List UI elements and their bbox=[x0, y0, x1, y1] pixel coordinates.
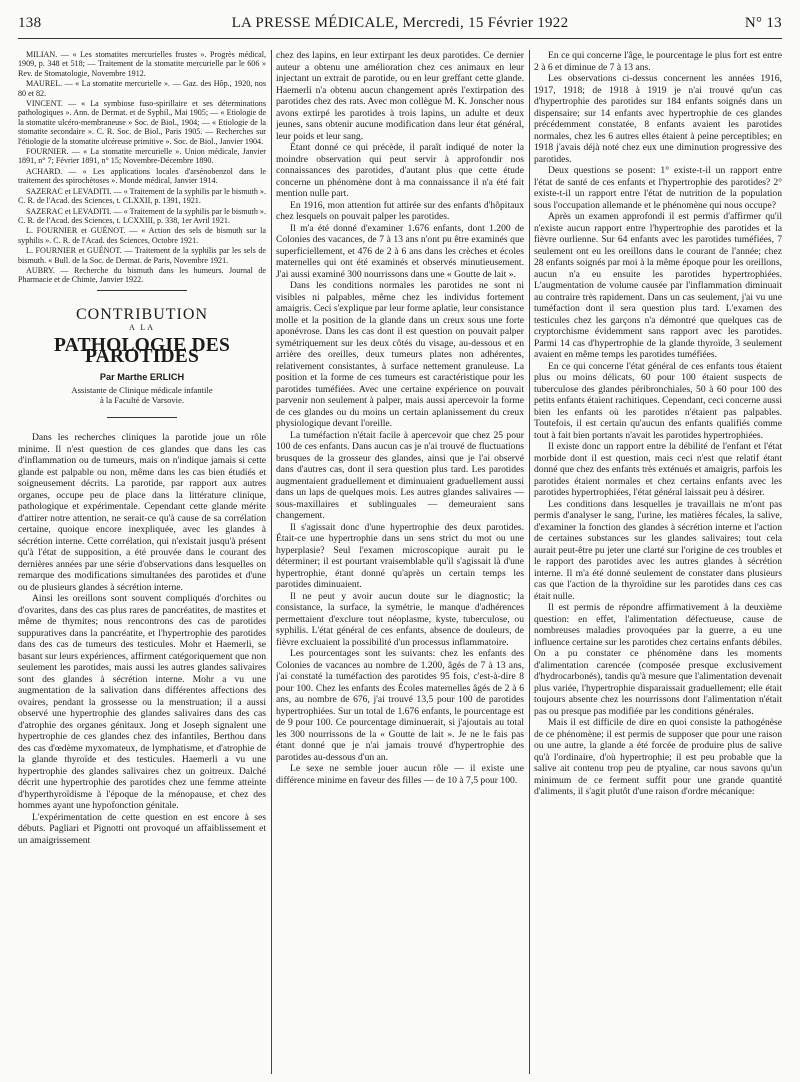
body-paragraph: Il s'agissait donc d'une hypertrophie des deux parotides. Était-ce une hypertrophie dans un sens strict du mot ou une hyperplasie? Seul l'examen microscopique aurait pu le déterminer; il est pourtant vraisemblable qu'il s'agissait là d'une hypertrophie, étant donné qu'après un certain temps les parotides diminuaient. bbox=[276, 521, 524, 590]
author-name: Par Marthe ERLICH bbox=[99, 371, 185, 382]
issue-number: N° 13 bbox=[744, 15, 782, 31]
author-affiliation: Assistante de Clinique médicale infantile bbox=[71, 385, 213, 396]
column-1 bbox=[18, 50, 266, 1074]
body-paragraph: Les observations ci-dessus concernent les années 1916, 1917, 1918; de 1918 à 1919 je n'ai trouvé qu'un cas d'hypertrophie des parotides sur 184 enfants soignés dans un dispensaire; sur 14 enfants avec hypertrophie de ces glandes précédemment constatée, 8 enfants avaient les parotides normales, chez les 6 autres elles étaient à peine perceptibles; en 1918 j'avais déjà noté chez eux une diminution progressive des parotides. bbox=[534, 73, 782, 165]
body-paragraph: Dans les recherches cliniques la parotide joue un rôle minime. Il n'est question de ces glandes que dans les cas d'inflammation ou de tumeurs, mais on n'indique jamais si cette glande est palpable ou non, même dans les cas bien étudiés et soigneusement décrits. La parotide, par rapport aux autres organes, occupe peu de place dans la littérature clinique, pathologique et expérimentale. Cependant cette glande mérite d'attirer notre attention, ne serait-ce qu'à cause de sa corrélation certaine, quoique encore inexpliquée, avec les glandes à sécrétion interne. Cette corrélation, qui n'existait jusqu'à présent qu'à l'état de supposition, a été prouvée dans le courant des dernières années par une série d'observations dans lesquelles on remarque des modifications simultanées des parotides et d'une ou de plusieurs glandes à sécrétion interne. bbox=[18, 432, 266, 593]
column-2 bbox=[276, 50, 524, 1074]
reference-item: L. FOURNIER et GUÉNOT. — « Action des sels de bismuth sur la syphilis ». C. R. de l'Acad. des Sciences, Octobre 1921. bbox=[18, 226, 266, 245]
body-paragraph: Le sexe ne semble jouer aucun rôle — il existe une différence minime en faveur des filles — de 10 à 7,5 pour 100. bbox=[276, 763, 524, 786]
reference-item: MILIAN. — « Les stomatites mercurielles frustes ». Progrès médical, 1909, p. 348 et 518; — Traitement de la stomatite mercurielle par le 606 » Rev. de Stomatologie, Novembre 1912. bbox=[18, 50, 266, 78]
reference-item: ACHARD. — « Les applications locales d'arsénobenzol dans le traitement des spirochètoses ». Monde médical, Janvier 1914. bbox=[18, 166, 266, 186]
running-head bbox=[18, 12, 782, 39]
section-divider bbox=[97, 290, 187, 291]
reference-item: VINCENT. — « La symbiose fuso-spirillaire et ses déterminations pathologiques ». Ann. de Dermat. et de Syphil., Mai 1905; — « Etiologie de la stomatite ulcéro-membraneuse » Soc. de Biol., 1904; — « Etiologie de la stomatite secondaire ». C. R. Soc. de Biol., Paris 1905. — Recherches sur l'étiologie de la stomatite ulcéreuse primitive ». Soc. de Biol., Janvier 1904. bbox=[18, 99, 266, 146]
body-paragraph: Il ne peut y avoir aucun doute sur le diagnostic; la consistance, la surface, la symétrie, le manque d'adhérences permettaient d'exclure tout néoplasme, kyste, tuberculose, ou syphilis. L'état général de ces enfants, absence de douleurs, de fièvre excluaient la possibilité d'un processus inflammatoire. bbox=[276, 590, 524, 648]
body-paragraph: Il m'a été donné d'examiner 1.676 enfants, dont 1.200 de Colonies des vacances, de 7 à 13 ans n'ont pu être examinés que superficiellement, et 476 de 2 à 6 ans dans les crèches et écoles maternelles qui ont été examinés et observés minutieusement. J'ai aussi examiné 300 nourrissons dans une « Goutte de lait ». bbox=[276, 222, 524, 280]
column-rule bbox=[529, 50, 530, 1074]
reference-list bbox=[18, 50, 266, 285]
journal-header: LA PRESSE MÉDICALE, Mercredi, 15 Février 1922 bbox=[231, 15, 569, 31]
column-3 bbox=[534, 50, 782, 1074]
body-paragraph: Deux questions se posent: 1° existe-t-il un rapport entre l'état de santé de ces enfants et l'hypertrophie des parotides? 2° existe-t-il un rapport entre l'état de nutrition de la population sous l'occupation allemande et le phénomène qui nous occupe? bbox=[534, 165, 782, 211]
reference-item: SAZERAC et LEVADITI. — « Traitement de la syphilis par le bismuth ». C. R. de l'Acad. des Sciences, t. CLXXII, p. 1391, 1921. bbox=[18, 186, 266, 206]
reference-item: FOURNIER. — « La stomatite mercurielle ». Union médicale, Janvier 1891, n° 7; Février 1891, n° 15; Novembre-Décembre 1890. bbox=[18, 147, 266, 166]
body-paragraph: Ainsi les oreillons sont souvent compliqués d'orchites ou d'ovarites, dans des cas plus rares de pancréatites, de mastites et même de thymites; nous rencontrons des cas de parotides suppuratives dans la pancréatite, et l'hypertrophie des parotides dans des cas de tumeurs des testicules. Mohr et Haemerli, se basant sur leurs expériences, affirment catégoriquement que non seulement les parotides, mais aussi les autres glandes salivaires sont des glandes à sécrétion interne. Mohr a vu une augmentation de la salivation dans différentes affections des ovaires, pendant la grossesse ou la menstruation; il a aussi observé une hypertrophie des glandes salivaires dans des cas d'atrophie des organes génitaux. Jong et Joseph signalent une hypertrophie de ces glandes chez des infantiles, Berthou dans des cas d'œdème myxomateux, de lymphatisme, et d'atrophie de la glande thyroïde et des testicules. Haemerli a vu une hypertrophie des glandes salivaires chez un goitreux. Dalché décrit une hypertrophie des parotides chez une femme atteinte d'hyperthyroïdisme à l'époque de la ménopause, et chez des hommes ayant une hypofonction génitale. bbox=[18, 593, 266, 812]
body-paragraph: Les conditions dans lesquelles je travaillais ne m'ont pas permis d'analyser le sang, l'urine, les matières fécales, la salive, d'examiner la fonction des glandes à sécrétion interne et l'action de certaines substances sur les glandes salivaires; tout cela aurait peut-être pu jeter une clarté sur l'origine de ces troubles et le rapport des parotides avec les autres glandes à sécrétion interne. Il m'a été donné seulement de constater dans plusieurs cas que l'action de la thyroïdine sur les parotides dans ces cas était nulle. bbox=[534, 498, 782, 602]
article-title: PATHOLOGIE DES PAROTIDES bbox=[54, 334, 230, 368]
body-paragraph: Étant donné ce qui précède, il paraît indiqué de noter la moindre observation qui peut servir à approfondir nos connaissances des parotides, d'autant plus que cette étude concerne un phénomène dont à ma connaissance il n'a été fait mention nulle part. bbox=[276, 142, 524, 199]
body-paragraph: chez des lapins, en leur extirpant les deux parotides. Ce dernier auteur a obtenu une amélioration chez ces animaux en leur injectant un extrait de parotide, ou en leur greffant cette glande. Haemerli n'a obtenu aucun changement après l'extirpation des parotides chez des rats. Avec mon collègue M. K. Jonscher nous avons extirpé les parotides à trois lapins, un adulte et deux jeunes, sans obtenir aucune modification dans leur état général, leur poids et leur sang. bbox=[276, 50, 524, 142]
section-divider bbox=[107, 417, 177, 418]
body-paragraph: La tuméfaction n'était facile à apercevoir que chez 25 pour 100 de ces enfants. Dans aucun cas je n'ai trouvé de fluctuations brusques de la grosseur des glandes, ainsi que je l'ai observé dans d'autres cas, dont il sera question plus tard. Les parotides augmentaient graduellement et diminuaient graduellement aussi dans un laps de quelques mois. Les autres glandes salivaires — sous-maxillaires et sublinguales — demeuraient sans changement. bbox=[276, 429, 524, 521]
page-number: 138 bbox=[18, 15, 42, 31]
reference-item: L. FOURNIER et GUÉNOT. — Traitement de la syphilis par les sels de bismuth. « Bull. de la Soc. de Dermat. de Paris, Novembre 1921. bbox=[18, 246, 266, 265]
contribution-label: CONTRIBUTION bbox=[76, 305, 208, 323]
body-paragraph: Les pourcentages sont les suivants: chez les enfants des Colonies de vacances au nombre de 1.200, âgés de 7 à 13 ans, j'ai constaté la tuméfaction des parotides 95 fois, c'est-à-dire 8 pour 100. Chez les enfants des Écoles maternelles âgés de 2 à 6 ans, au nombre de 676, j'ai trouvé 13,5 pour 100 de parotides hypertrophiées. Sur un total de 1.676 enfants, le pourcentage est de 9 pour 100. Ce pourcentage diminuerait, si j'ajoutais au total les 300 nourrissons de la « Goutte de lait ». Je ne le fais pas étant donné que je n'ai jamais trouvé d'hypertrophie des parotides au-dessous d'un an. bbox=[276, 648, 524, 763]
body-paragraph: Mais il est difficile de dire en quoi consiste la pathogénèse de ce phénomène; il est permis de supposer que pour une raison ou une autre, la glande a été forcée de produire plus de salive qu'à l'ordinaire, d'où hypertrophie; il est peu probable que la salive ait contenu trop peu de ptyaline, car nous savons qu'un minimum de ce ferment suffit pour une grande quantité d'aliments, il s'agit plutôt d'une raison d'ordre mécanique: bbox=[534, 717, 782, 797]
body-paragraph: Il est permis de répondre affirmativement à la deuxième question: en effet, l'alimentation défectueuse, cause de nombreuses maladies provoquées par la guerre, a eu une influence certaine sur les parotides chez certains enfants débiles. On a pu constater ce phénomène dans les moments d'alimentation carencée (composée presque exclusivement d'hydrocarbonés), tandis qu'à mesure que l'alimentation devenait plus variée, l'hypertrophie disparaissait graduellement; elle était toujours absente chez les nourrissons dont l'alimentation n'était pas ou presque pas modifiée par les conditions générales. bbox=[534, 602, 782, 717]
author-affiliation: à la Faculté de Varsovie. bbox=[99, 395, 185, 406]
body-paragraph: En ce qui concerne l'âge, le pourcentage le plus fort est entre 2 à 6 et diminue de 7 à 13 ans. bbox=[534, 50, 782, 73]
article-heading bbox=[18, 305, 266, 406]
column-rule bbox=[271, 50, 272, 1074]
body-paragraph: Dans les conditions normales les parotides ne sont ni visibles ni palpables, même chez les individus fortement amaigris. Ceci s'explique par leur forme aplatie, leur consistance molle et la position de la glande dans un creux sous une forte aponévrose. Dans les cas dont il est question on pouvait palper symétriquement sur les deux côtés du visage, au-dessous et en arrière des oreilles, deux tumeurs plates non adhérentes, relativement consistantes, à surface nettement granuleuse. La position et la forme de ces tumeurs est caractéristique pour les parotides tuméfiées. Avec une certaine expérience on pouvait parvenir non seulement à palper, mais aussi apercevoir la forme de ces glandes ou du moins un certain aplanissement du creux physiologique devant l'oreille. bbox=[276, 280, 524, 429]
reference-item: SAZERAC et LEVADITI. — « Traitement de la syphilis par le bismuth ». C. R. de l'Acad. des Sciences, t. LCXXIII, p. 338, 1er Avril 1921. bbox=[18, 206, 266, 225]
body-paragraph: En ce qui concerne l'état général de ces enfants tous étaient plus ou moins délicats, 60 pour 100 étaient suspects de tuberculose des glandes péribronchiales, 50 à 60 pour 100 des petits enfants étaient rachitiques. Cependant, ceci concerne aussi bien les enfants où les parotides n'étaient pas palpables. Toutefois, il est certain qu'aucun des enfants qualifiés comme tout à fait bien portants n'avait les parotides hypertrophiées. bbox=[534, 360, 782, 441]
contribution-sublabel: A LA bbox=[129, 323, 155, 333]
body-paragraph: Après un examen approfondi il est permis d'affirmer qu'il n'existe aucun rapport entre l'hypertrophie des parotides et la fièvre ourlienne. Sur 64 enfants avec les parotides tuméfiées, 7 seulement ont eu les oreillons dans le courant de l'année; chez 28 enfants soignés par moi à la même époque pour les oreillons, aucun n'a eu ensuite les parotides hypertrophiées. L'augmentation de volume causée par l'inflammation diminuait au contraire très rapidement. Dans un cas seulement, j'ai vu une tuméfaction dont il sera question plus tard. L'examen des testicules chez les garçons n'a démontré que quelques cas de cryptorchisme évidemment sans rapport avec les parotides. Parmi 14 cas d'hypertrophie de la glande thyroïde, 3 seulement avaient en même temps les parotides tuméfiées. bbox=[534, 211, 782, 360]
reference-item: AUBRY. — Recherche du bismuth dans les humeurs. Journal de Pharmacie et de Chimie, Janvier 1922. bbox=[18, 265, 266, 285]
reference-item: MAUREL. — « La stomatite mercurielle ». — Gaz. des Hôp., 1920, nos 80 et 82. bbox=[18, 79, 266, 98]
body-paragraph: L'expérimentation de cette question en est encore à ses débuts. Pagliari et Pignotti ont provoqué un affaiblissement et un amaigrissement bbox=[18, 811, 266, 846]
body-paragraph: Il existe donc un rapport entre la débilité de l'enfant et l'état morbide dont il est question, mais ceci n'est que relatif étant donné que chez des enfants très exténués et amaigris, parfois les parotides étaient normales et chez certains enfants avec les parotides hypertrophiées, l'état général laissait peu à désirer. bbox=[534, 441, 782, 498]
body-paragraph: En 1916, mon attention fut attirée sur des enfants d'hôpitaux chez lesquels on pouvait palper les parotides. bbox=[276, 199, 524, 222]
